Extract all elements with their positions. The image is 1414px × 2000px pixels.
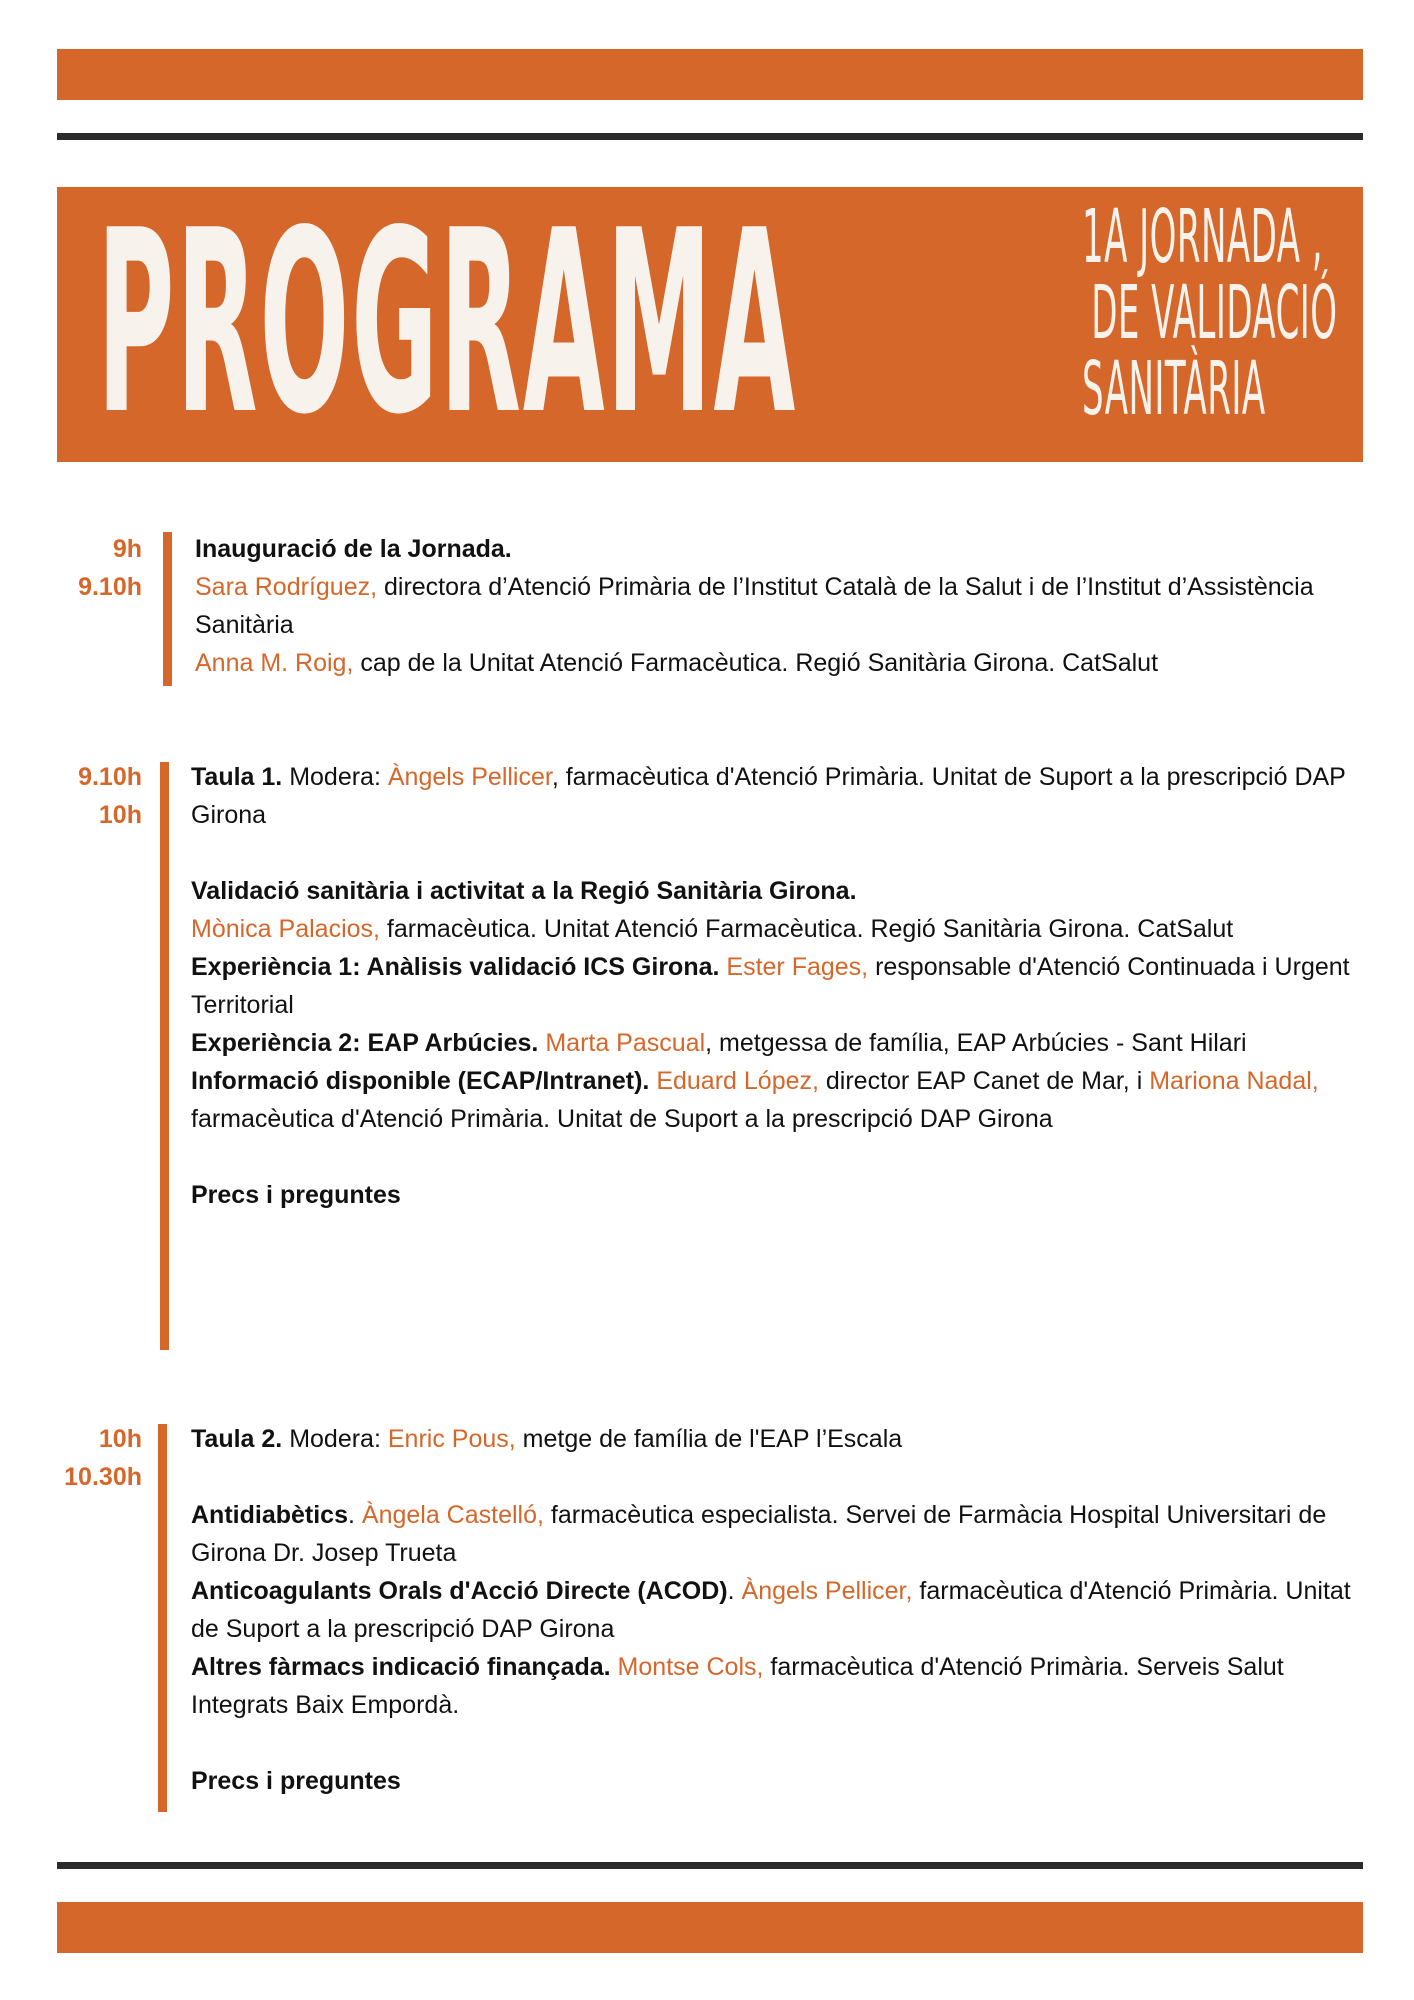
session-title: Inauguració de la Jornada. <box>195 535 512 563</box>
speaker-name: Eduard López, <box>649 1067 819 1095</box>
speaker-role: , metgessa de família, EAP Arbúcies - Sant Hilari <box>705 1029 1247 1057</box>
speaker-name: Montse Cols, <box>610 1653 764 1681</box>
speaker-role: director EAP Canet de Mar, i <box>818 1067 1150 1095</box>
top-dark-rule <box>57 133 1363 140</box>
page-title: PROGRAMA <box>97 187 798 462</box>
moderator-prefix: Modera: <box>282 763 388 791</box>
moderator-name: Enric Pous, <box>387 1425 516 1453</box>
speaker-role: farmacèutica d'Atenció Primària. Serveis Salut Integrats Baix Empordà. <box>191 1653 1284 1719</box>
talk-title: Anticoagulants Orals d'Acció Directe (ACOD) <box>191 1577 728 1605</box>
end-time: 9.10h <box>78 573 142 601</box>
talk-entry <box>191 1648 1371 1724</box>
session-divider <box>160 762 169 1350</box>
session-divider <box>158 1424 167 1812</box>
separator: . <box>727 1577 742 1605</box>
session-content <box>191 758 1371 1214</box>
talk-entry <box>191 1572 1371 1648</box>
speaker-name: Mariona Nadal, <box>1149 1067 1319 1095</box>
speaker-entry <box>195 568 1375 644</box>
start-time: 9h <box>112 535 142 563</box>
speaker-name: Àngela Castelló, <box>361 1501 544 1529</box>
event-name <box>1082 194 1338 432</box>
speaker-entry <box>191 910 1371 948</box>
start-time: 10h <box>98 1425 142 1453</box>
moderator-role: metge de família de l'EAP l’Escala <box>515 1425 903 1453</box>
session-times <box>78 758 142 834</box>
talk-title: Antidiabètics <box>191 1501 348 1529</box>
talk-entry <box>191 948 1371 1024</box>
end-time: 10h <box>98 801 142 829</box>
speaker-role: farmacèutica d'Atenció Primària. Unitat de Suport a la prescripció DAP Girona <box>191 1577 1351 1643</box>
event-name-line-2: DE VALIDACIÓ <box>1091 270 1338 356</box>
session-times <box>78 530 142 606</box>
speaker-name: Mònica Palacios, <box>191 915 380 943</box>
talk-title: Validació sanitària i activitat a la Regió Sanitària Girona. <box>191 877 857 905</box>
qa-label: Precs i preguntes <box>191 1181 401 1209</box>
top-orange-bar <box>57 49 1363 100</box>
speaker-name: Anna M. Roig, <box>195 649 354 677</box>
session-content <box>191 1420 1371 1800</box>
moderator-role: , farmacèutica d'Atenció Primària. Unitat de Suport a la prescripció DAP Girona <box>191 763 1346 829</box>
table-label: Taula 2. <box>191 1425 283 1453</box>
talk-title: Informació disponible (ECAP/Intranet). <box>191 1067 650 1095</box>
talk-title: Experiència 1: Anàlisis validació ICS Girona. <box>191 953 720 981</box>
talk-entry <box>191 1062 1371 1138</box>
speaker-role: directora d’Atenció Primària de l’Institut Català de la Salut i de l’Institut d’Assistència Sanitària <box>195 573 1314 639</box>
session-divider <box>163 532 172 686</box>
session-content <box>195 530 1375 682</box>
session-times <box>64 1420 142 1496</box>
speaker-role: responsable d'Atenció Continuada i Urgent Territorial <box>191 953 1350 1019</box>
speaker-name: Sara Rodríguez, <box>195 573 378 601</box>
speaker-name: Ester Fages, <box>719 953 869 981</box>
qa-label: Precs i preguntes <box>191 1767 401 1795</box>
speaker-role: farmacèutica especialista. Servei de Farmàcia Hospital Universitari de Girona Dr. Josep Trueta <box>191 1501 1327 1567</box>
event-name-line-1: 1A JORNADA , <box>1082 194 1324 280</box>
talk-entry <box>191 1496 1371 1572</box>
event-name-line-3: SANITÀRIA <box>1082 346 1266 432</box>
talk-title: Altres fàrmacs indicació finançada. <box>191 1653 611 1681</box>
moderator-entry <box>191 758 1371 834</box>
moderator-prefix: Modera: <box>282 1425 388 1453</box>
moderator-name: Àngels Pellicer <box>387 763 552 791</box>
speaker-name: Àngels Pellicer, <box>741 1577 913 1605</box>
end-time: 10.30h <box>64 1463 142 1491</box>
speaker-role: farmacèutica d'Atenció Primària. Unitat de Suport a la prescripció DAP Girona <box>191 1105 1053 1133</box>
separator: . <box>347 1501 362 1529</box>
header-banner <box>57 187 1363 462</box>
start-time: 9.10h <box>78 763 142 791</box>
speaker-role: cap de la Unitat Atenció Farmacèutica. Regió Sanitària Girona. CatSalut <box>353 649 1159 677</box>
speaker-name: Marta Pascual <box>538 1029 706 1057</box>
talk-title: Experiència 2: EAP Arbúcies. <box>191 1029 539 1057</box>
bottom-orange-bar <box>57 1902 1363 1953</box>
moderator-entry <box>191 1420 1371 1458</box>
talk-entry <box>191 1024 1371 1062</box>
speaker-entry <box>195 644 1375 682</box>
speaker-role: farmacèutica. Unitat Atenció Farmacèutica. Regió Sanitària Girona. CatSalut <box>379 915 1234 943</box>
table-label: Taula 1. <box>191 763 283 791</box>
bottom-dark-rule <box>57 1862 1363 1869</box>
